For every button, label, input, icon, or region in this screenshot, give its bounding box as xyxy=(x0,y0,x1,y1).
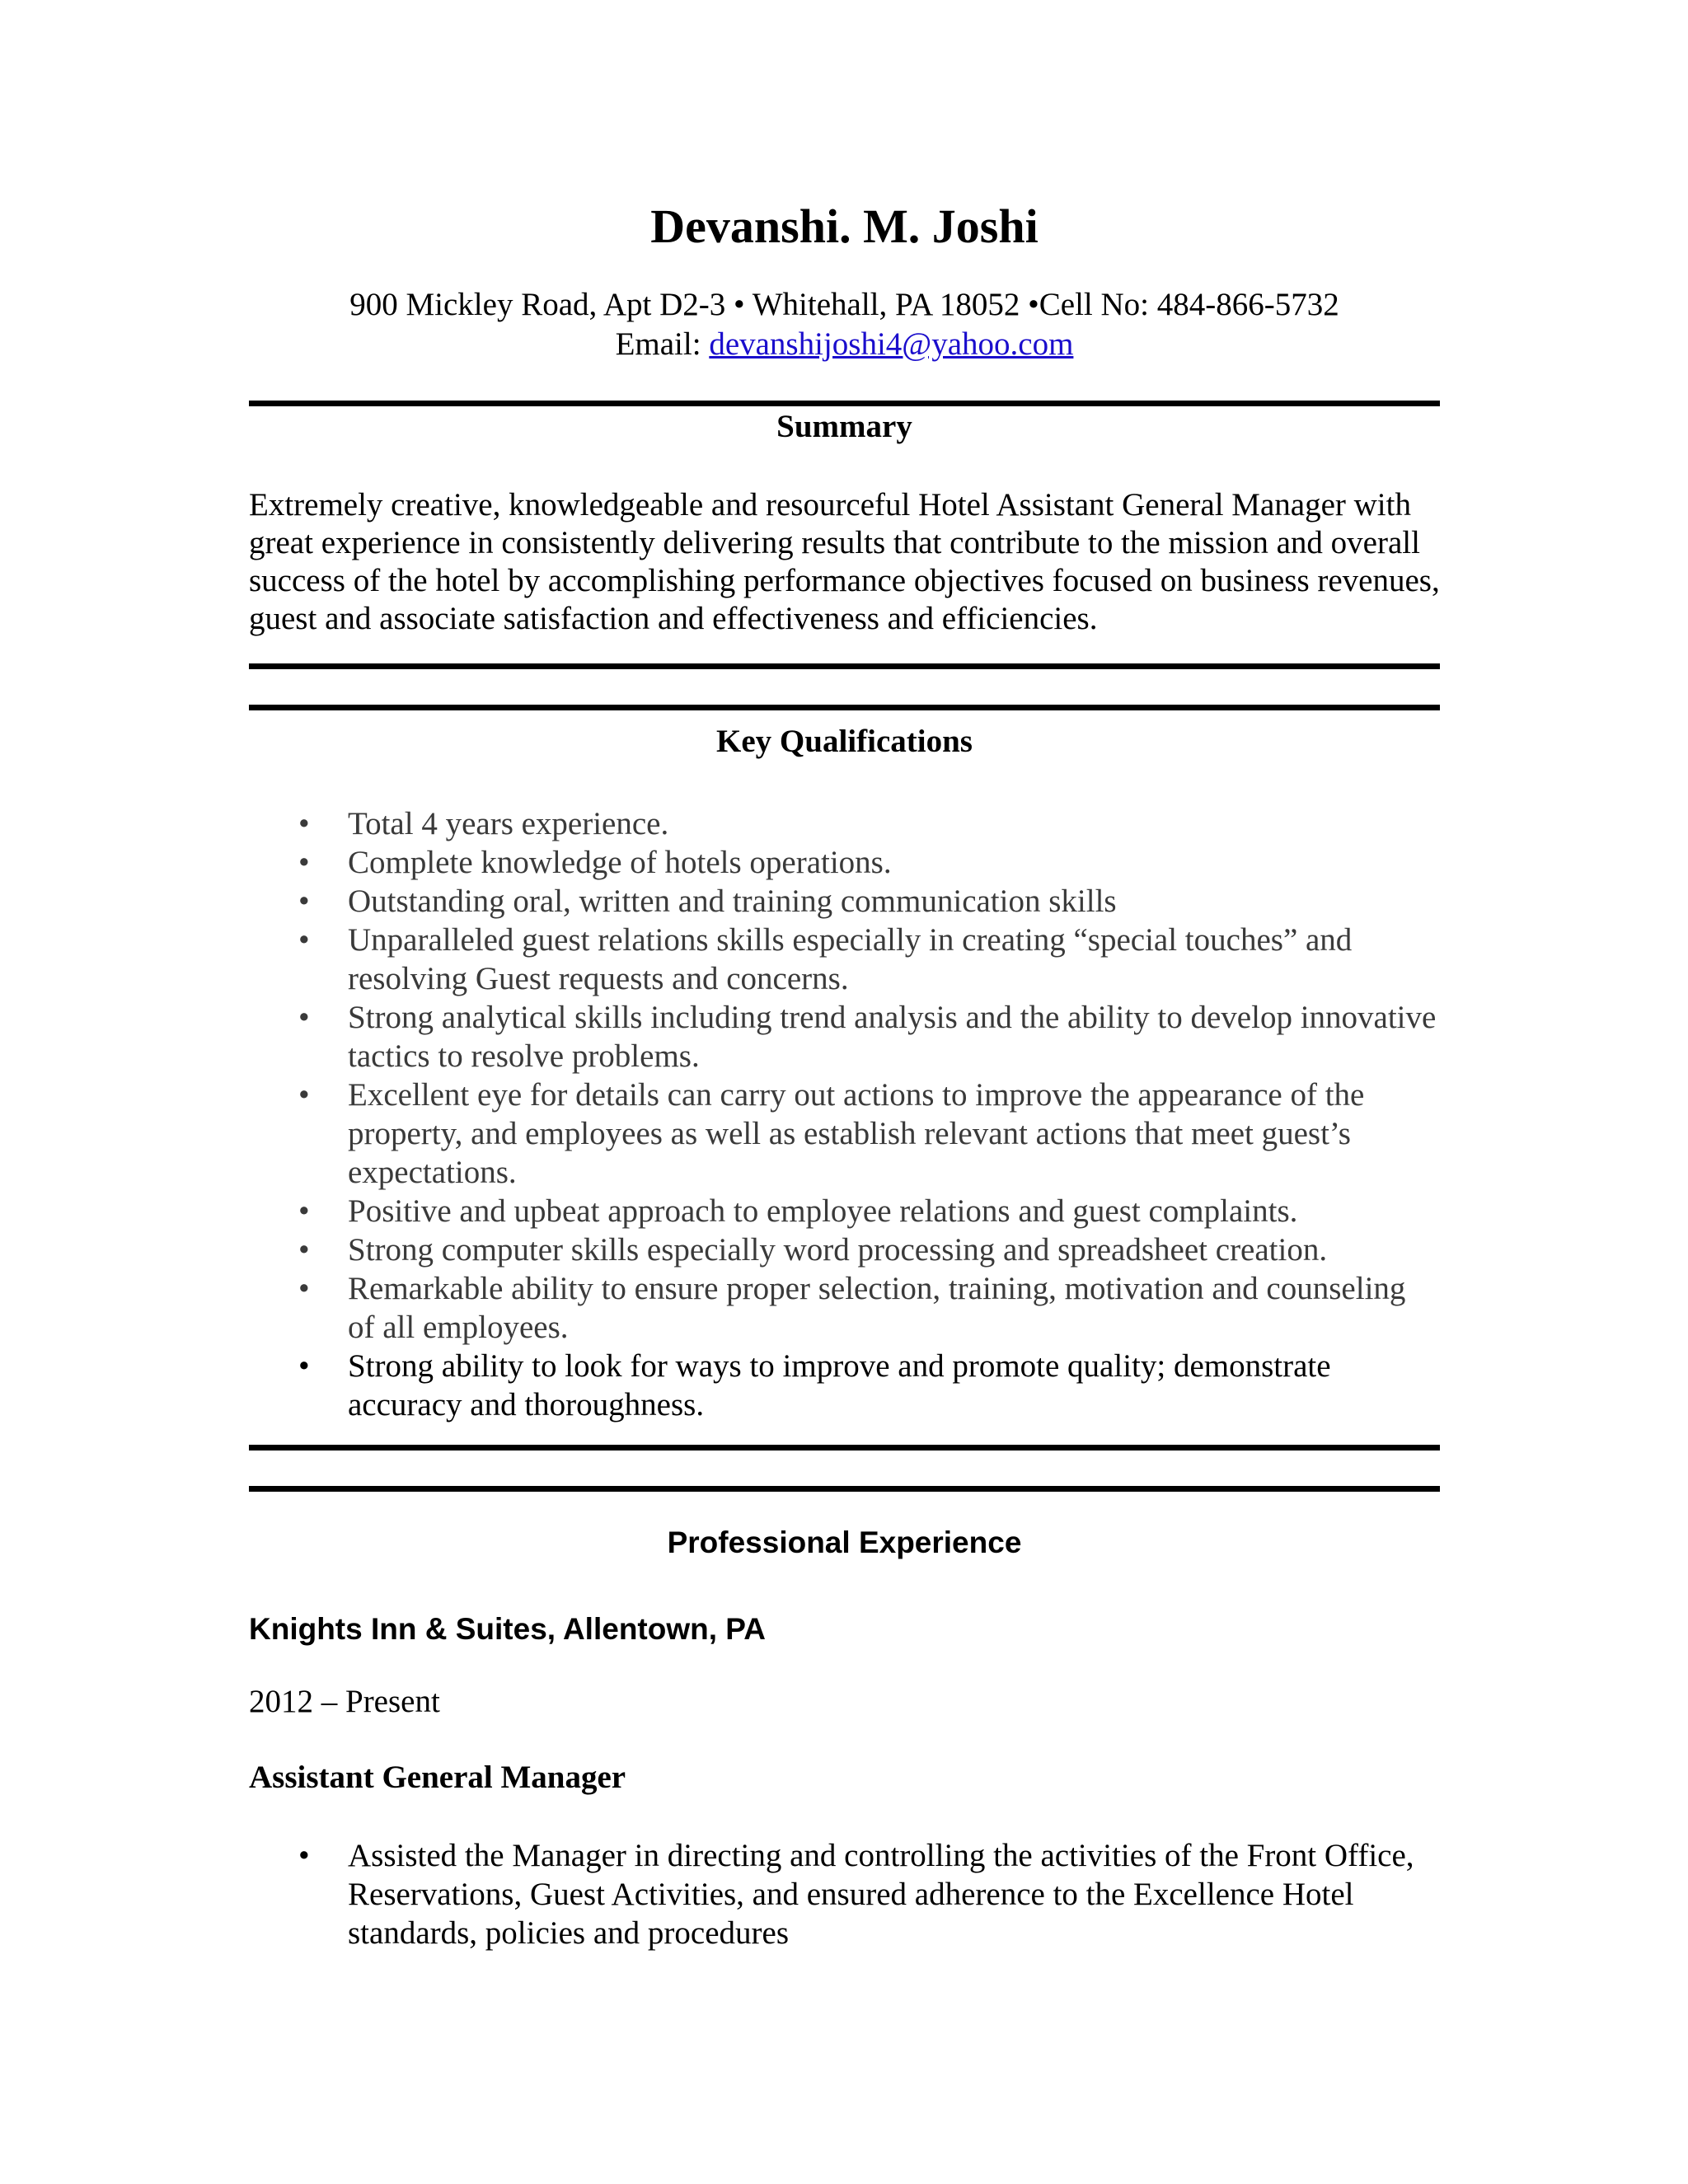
employment-dates: 2012 – Present xyxy=(249,1684,440,1719)
email-line xyxy=(249,325,1440,364)
summary-text: Extremely creative, knowledgeable and resourceful Hotel Assistant General Manager with great experience in consistently delivering results that contribute to the mission and overall success of the hotel by accomplishing performance objectives focused on business revenues, guest and associate satisfaction and effectiveness and efficiencies. xyxy=(249,487,1440,636)
list-item: • Unparalleled guest relations skills especially in creating “special touches” and resolving Guest requests and concerns. xyxy=(348,921,1440,998)
experience-heading: Professional Experience xyxy=(667,1526,1022,1559)
list-item: • Assisted the Manager in directing and controlling the activities of the Front Office, Reservations, Guest Activities, and ensured adherence to the Excellence Hotel standards, policies and procedures xyxy=(348,1836,1440,1952)
qualifications-heading: Key Qualifications xyxy=(716,724,973,759)
candidate-name: Devanshi. M. Joshi xyxy=(650,199,1039,253)
email-label: Email: xyxy=(615,326,710,362)
job-title: Assistant General Manager xyxy=(249,1760,626,1795)
list-item: • Outstanding oral, written and training communication skills xyxy=(348,882,1440,921)
contact-block xyxy=(249,285,1440,364)
qualifications-list xyxy=(249,804,1440,1424)
divider-experience-top xyxy=(249,1486,1440,1492)
list-item: • Complete knowledge of hotels operations. xyxy=(348,843,1440,882)
list-item: • Strong computer skills especially word processing and spreadsheet creation. xyxy=(348,1230,1440,1269)
list-item: • Strong ability to look for ways to improve and promote quality; demonstrate accuracy and thoroughness. xyxy=(348,1347,1440,1424)
list-item: • Strong analytical skills including trend analysis and the ability to develop innovative tactics to resolve problems. xyxy=(348,998,1440,1076)
duties-list xyxy=(249,1836,1440,1952)
address-line: 900 Mickley Road, Apt D2-3 • Whitehall, PA 18052 •Cell No: 484-866-5732 xyxy=(349,287,1339,322)
divider-summary-bottom xyxy=(249,663,1440,669)
list-item: • Remarkable ability to ensure proper selection, training, motivation and counseling of all employees. xyxy=(348,1269,1440,1347)
divider-summary-top xyxy=(249,401,1440,406)
list-item: • Total 4 years experience. xyxy=(348,804,1440,843)
divider-qualifications-top xyxy=(249,705,1440,710)
divider-qualifications-bottom xyxy=(249,1445,1440,1451)
email-link[interactable]: devanshijoshi4@yahoo.com xyxy=(709,326,1074,362)
list-item: • Positive and upbeat approach to employee relations and guest complaints. xyxy=(348,1192,1440,1230)
company-name: Knights Inn & Suites, Allentown, PA xyxy=(249,1612,766,1646)
list-item: • Excellent eye for details can carry out actions to improve the appearance of the property, and employees as well as establish relevant actions that meet guest’s expectations. xyxy=(348,1076,1440,1192)
summary-heading: Summary xyxy=(776,409,912,444)
